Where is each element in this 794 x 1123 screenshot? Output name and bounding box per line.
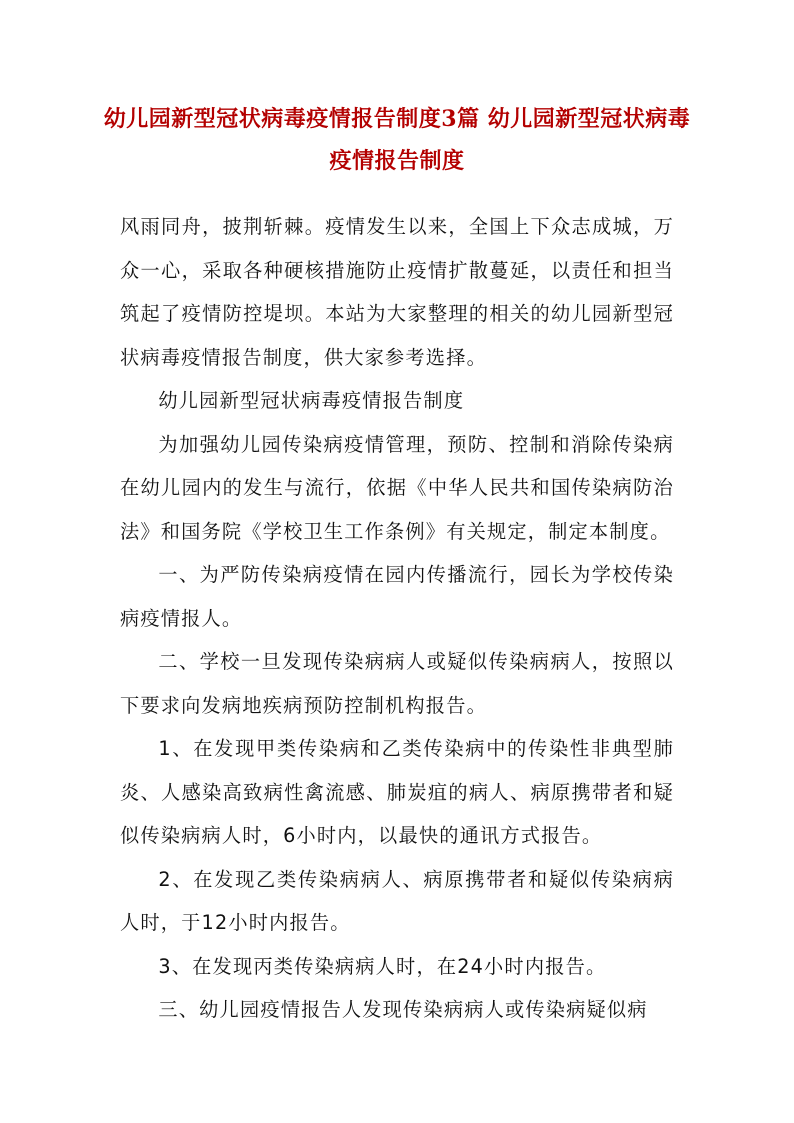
paragraph-subitem-3: 3、在发现丙类传染病病人时，在24小时内报告。: [158, 954, 607, 978]
paragraph-subitem-2: 2、在发现乙类传染病病人、病原携带者和疑似传染病病人时，于12小时内报告。: [120, 867, 674, 934]
paragraph-item-1: 一、为严防传染病疫情在园内传播流行，园长为学校传染病疫情报人。: [120, 563, 674, 630]
paragraph-section-heading: 幼儿园新型冠状病毒疫情报告制度: [158, 389, 465, 412]
document-title: 幼儿园新型冠状病毒疫情报告制度3篇 幼儿园新型冠状病毒疫情报告制度: [103, 106, 691, 174]
paragraph-intro: 风雨同舟，披荆斩棘。疫情发生以来，全国上下众志成城，万众一心，采取各种硬核措施防止疫情扩散蔓延，以责任和担当筑起了疫情防控堤坝。本站为大家整理的相关的幼儿园新型冠状病毒疫情报告制度，供大家参考选择。: [120, 215, 674, 369]
paragraph-item-2: 二、学校一旦发现传染病病人或疑似传染病病人，按照以下要求向发病地疾病预防控制机构报告。: [120, 650, 674, 717]
document-body: [120, 205, 674, 1032]
paragraph-subitem-1: 1、在发现甲类传染病和乙类传染病中的传染性非典型肺炎、人感染高致病性禽流感、肺炭疽的病人、病原携带者和疑似传染病病人时，6小时内，以最快的通讯方式报告。: [120, 737, 674, 847]
paragraph-purpose: 为加强幼儿园传染病疫情管理，预防、控制和消除传染病在幼儿园内的发生与流行，依据《中华人民共和国传染病防治法》和国务院《学校卫生工作条例》有关规定，制定本制度。: [120, 432, 674, 543]
paragraph-item-3: 三、幼儿园疫情报告人发现传染病病人或传染病疑似病: [158, 998, 648, 1021]
